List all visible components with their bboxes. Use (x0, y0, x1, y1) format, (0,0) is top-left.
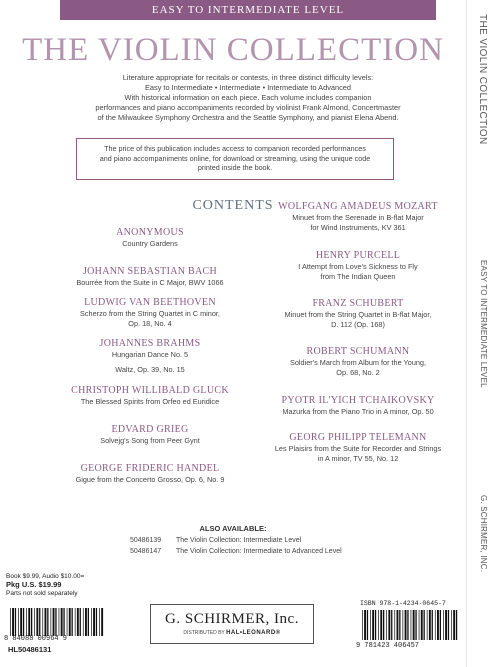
contents-entry (50, 463, 250, 485)
composer-name: ANONYMOUS (116, 227, 184, 238)
piece-title: Country Gardens (122, 239, 178, 248)
barcode-bar (445, 610, 447, 640)
piece-title: from The Indian Queen (320, 271, 396, 281)
barcode-bar (448, 610, 449, 640)
contents-entry (258, 432, 458, 463)
piece-title: Minuet from the Serenade in B-flat Major (292, 213, 424, 222)
composer-name: JOHANN SEBASTIAN BACH (82, 266, 218, 277)
upc-barcode (8, 608, 104, 636)
contents-entry (258, 201, 458, 232)
product-code: 50486147 (130, 548, 162, 555)
contents-entry (258, 298, 458, 329)
barcode-bar (453, 610, 455, 640)
piece-title: Les Plaisirs from the Suite for Recorder and Strings (274, 444, 442, 453)
barcode-bar (415, 610, 416, 640)
piece-title: D. 112 (Op. 168) (331, 319, 385, 329)
barcode-bar (435, 610, 436, 640)
price-note: Parts not sold separately (6, 589, 78, 597)
online-access-note (76, 138, 394, 180)
online-note-line: printed inside the book. (197, 163, 273, 173)
barcode-bar (55, 608, 56, 636)
piece-title: Scherzo from the String Quartet in C minor, (80, 309, 220, 318)
composer-name: GEORGE FRIDERIC HANDEL (80, 463, 220, 474)
barcode-bar (388, 610, 390, 640)
barcode-bar (403, 610, 404, 640)
contents-entry (50, 424, 250, 446)
upc-digits: 8 84088 00964 9 (4, 635, 68, 643)
also-available-heading: ALSO AVAILABLE: (199, 524, 267, 533)
description-line: Literature appropriate for recitals or contests, in three distinct difficulty levels: (122, 73, 374, 82)
barcode-bar (383, 610, 384, 640)
product-code: 50486139 (130, 537, 162, 544)
barcode-bar (394, 610, 395, 640)
barcode-bar (51, 608, 52, 636)
description (62, 73, 434, 123)
barcode-bar (443, 610, 444, 640)
barcode-bar (407, 610, 408, 640)
piece-title: Mazurka from the Piano Trio in A minor, Op. 50 (282, 407, 434, 416)
contents-entry (50, 266, 250, 288)
barcode-bar (59, 608, 60, 636)
composer-name: EDVARD GRIEG (111, 424, 189, 435)
composer-name: PYOTR IL'YICH TCHAIKOVSKY (281, 395, 435, 406)
barcode-bar (367, 610, 368, 640)
barcode-bar (42, 608, 43, 636)
barcode-bar (421, 610, 423, 640)
barcode-bar (83, 608, 84, 636)
piece-title: I Attempt from Love's Sickness to Fly (298, 262, 418, 271)
barcode-bar (10, 608, 11, 636)
barcode-bar (36, 608, 38, 636)
barcode-bar (391, 610, 392, 640)
barcode-bar (91, 608, 92, 636)
barcode-bar (451, 610, 452, 640)
barcode-bar (63, 608, 64, 636)
product-title: The Violin Collection: Intermediate to Advanced Level (176, 548, 342, 555)
distributed-by-label: DISTRIBUTED BY (183, 630, 225, 636)
package-price: Pkg U.S. $19.99 (6, 580, 62, 590)
barcode-bar (80, 608, 81, 636)
barcode-bar (20, 608, 22, 636)
composer-name: CHRISTOPH WILLIBALD GLUCK (71, 385, 229, 396)
piece-title: Gigue from the Concerto Grosso, Op. 6, No. 9 (75, 475, 225, 484)
hl-number: HL50486131 (8, 645, 52, 654)
composer-name: WOLFGANG AMADEUS MOZART (278, 201, 438, 212)
price-info (6, 573, 106, 598)
barcode-bar (69, 608, 71, 636)
contents-entry (50, 297, 250, 328)
barcode-bar (370, 610, 371, 640)
description-line: Easy to Intermediate • Intermediate • Intermediate to Advanced (144, 83, 352, 92)
barcode-bar (47, 608, 48, 636)
isbn-text: ISBN 978-1-4234-0645-7 (360, 600, 446, 607)
barcode-bar (437, 610, 439, 640)
barcode-bar (67, 608, 68, 636)
barcode-bar (386, 610, 387, 640)
barcode-bar (397, 610, 399, 640)
piece-title: Soldier's March from Album for the Young, (289, 358, 427, 367)
barcode-bar (411, 610, 412, 640)
barcode-bar (96, 608, 97, 636)
spine-publisher: G. SCHIRMER, INC. (479, 495, 488, 573)
barcode-bar (405, 610, 407, 640)
barcode-bar (39, 608, 40, 636)
barcode-bar (61, 608, 63, 636)
barcode-bar (399, 610, 400, 640)
spine-level: EASY TO INTERMEDIATE LEVEL (479, 260, 488, 388)
also-available-item (130, 548, 342, 555)
publisher-name: G. SCHIRMER, Inc. (165, 611, 299, 627)
contents-entry (50, 385, 250, 407)
online-note-line: The price of this publication includes access to companion recorded performances (104, 144, 366, 153)
barcode-bar (85, 608, 87, 636)
barcode-bar (419, 610, 420, 640)
product-title: The Violin Collection: Intermediate Level (176, 537, 302, 544)
barcode-bar (12, 608, 14, 636)
barcode-bar (429, 610, 431, 640)
isbn-barcode (360, 610, 460, 640)
composer-name: ROBERT SCHUMANN (306, 346, 410, 357)
barcode-bar (424, 610, 425, 640)
piece-title: The Blessed Spirits from Orfeo ed Euridice (80, 397, 220, 406)
barcode-bar (99, 608, 100, 636)
barcode-bar (101, 608, 103, 636)
hal-leonard-logo: HAL•LEONARD® (226, 630, 281, 636)
barcode-bar (31, 608, 32, 636)
contents-entry (258, 250, 458, 281)
barcode-bar (440, 610, 441, 640)
description-line: of the Milwaukee Symphony Orchestra and the Seattle Symphony, and pianist Elena Abend. (97, 113, 399, 122)
description-line: With historical information on each piece. Each volume includes companion (124, 93, 372, 102)
barcode-bar (23, 608, 24, 636)
contents-heading: CONTENTS (192, 198, 274, 213)
barcode-bar (26, 608, 27, 636)
barcode-bar (75, 608, 76, 636)
publisher-logo (150, 604, 314, 644)
barcode-bar (362, 610, 363, 640)
barcode-bar (72, 608, 73, 636)
barcode-bar (427, 610, 428, 640)
price-line: Book $9.99, Audio $10.00= (6, 573, 85, 580)
barcode-bar (53, 608, 55, 636)
barcode-bar (15, 608, 16, 636)
contents-entry (50, 338, 250, 374)
barcode-bar (432, 610, 433, 640)
barcode-bar (88, 608, 89, 636)
description-line: performances and piano accompaniments recorded by violinist Frank Almond, Concertmaster (95, 103, 401, 112)
composer-name: JOHANNES BRAHMS (99, 338, 201, 349)
online-note-line: and piano accompaniments online, for download or streaming, using the unique code (99, 153, 371, 163)
barcode-bar (375, 610, 376, 640)
barcode-bar (45, 608, 47, 636)
contents-entry (258, 395, 458, 417)
barcode-bar (413, 610, 415, 640)
composer-name: FRANZ SCHUBERT (312, 298, 404, 309)
piece-title: Waltz, Op. 39, No. 15 (115, 364, 185, 374)
piece-title: Bourrée from the Suite in C Major, BWV 1066 (76, 278, 224, 287)
contents-entry (258, 346, 458, 377)
piece-title: Op. 18, No. 4 (128, 318, 172, 328)
composer-name: GEORG PHILIPP TELEMANN (289, 432, 427, 443)
piece-title: Minuet from the String Quartet in B-flat Major, (284, 310, 432, 319)
barcode-bar (18, 608, 19, 636)
spine-title: THE VIOLIN COLLECTION (477, 14, 488, 145)
barcode-bar (456, 610, 457, 640)
barcode-bar (378, 610, 379, 640)
barcode-bar (28, 608, 30, 636)
composer-name: LUDWIG VAN BEETHOVEN (84, 297, 216, 308)
barcode-bar (77, 608, 79, 636)
barcode-bar (93, 608, 95, 636)
piece-title: for Wind Instruments, KV 361 (310, 222, 406, 232)
isbn-digits: 9 781423 406457 (356, 642, 420, 650)
barcode-bar (380, 610, 382, 640)
level-banner: EASY TO INTERMEDIATE LEVEL (60, 0, 436, 20)
contents-entry (50, 227, 250, 249)
page-title: THE VIOLIN COLLECTION (22, 32, 444, 68)
barcode-bar (364, 610, 366, 640)
composer-name: HENRY PURCELL (315, 250, 401, 261)
also-available-item (130, 537, 301, 544)
barcode-bar (34, 608, 35, 636)
piece-title: in A minor, TV 55, No. 12 (317, 453, 399, 463)
piece-title: Hungarian Dance No. 5 (111, 350, 189, 359)
piece-title: Solvejg's Song from Peer Gynt (100, 436, 200, 445)
piece-title: Op. 68, No. 2 (336, 367, 380, 377)
barcode-bar (372, 610, 374, 640)
